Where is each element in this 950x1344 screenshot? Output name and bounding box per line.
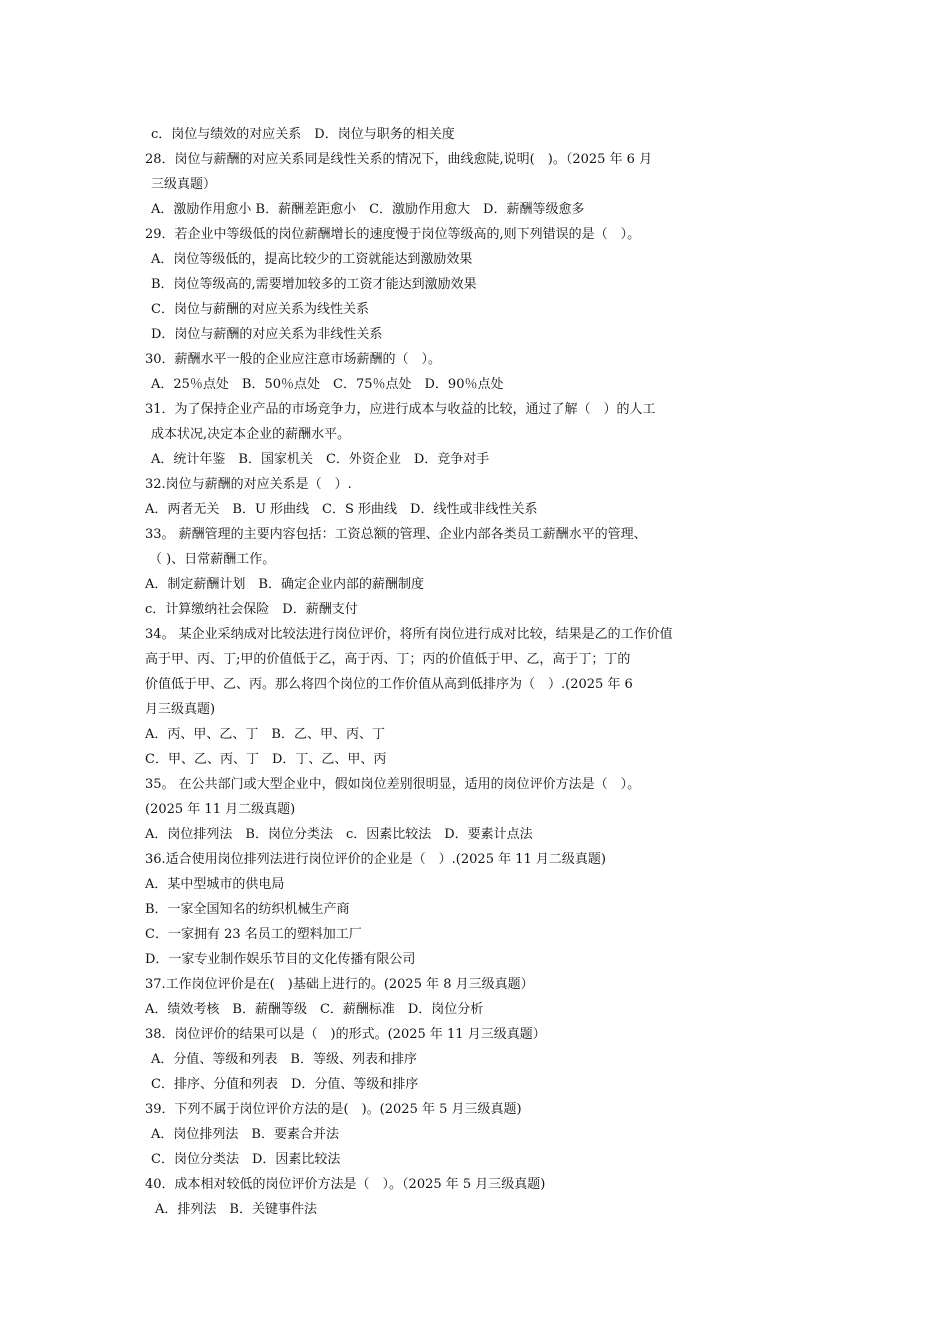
question-34: 34。 某企业采纳成对比较法进行岗位评价，将所有岗位进行成对比较，结果是乙的工作价值	[145, 627, 673, 642]
options-31: A．统计年鉴 B．国家机关 C．外资企业 D．竞争对手	[151, 452, 490, 467]
options-39-cd: C．岗位分类法 D．因素比较法	[151, 1152, 341, 1167]
options-32: A．两者无关 B．U 形曲线 C．S 形曲线 D．线性或非线性关系	[145, 502, 538, 517]
options-33-ab: A．制定薪酬计划 B．确定企业内部的薪酬制度	[145, 577, 424, 592]
options-38-cd: C．排序、分值和列表 D．分值、等级和排序	[151, 1077, 419, 1092]
text-line: 月三级真题)	[145, 702, 216, 717]
option-29-a: A．岗位等级低的，提高比较少的工资就能达到激励效果	[151, 252, 473, 267]
options-39-ab: A．岗位排列法 B．要素合并法	[151, 1127, 339, 1142]
option-36-c: C．一家拥有 23 名员工的塑料加工厂	[145, 927, 362, 942]
question-30: 30．薪酬水平一般的企业应注意市场薪酬的（ ）。	[145, 352, 442, 367]
option-29-c: C．岗位与薪酬的对应关系为线性关系	[151, 302, 369, 317]
question-38: 38．岗位评价的结果可以是（ )的形式。(2025 年 11 月三级真题）	[145, 1027, 546, 1042]
options-34-ab: A．丙、甲、乙、丁 B．乙、甲、丙、丁	[145, 727, 385, 742]
text-line: (2025 年 11 月二级真题)	[145, 802, 296, 817]
options-30: A．25％点处 B．50％点处 C．75％点处 D．90％点处	[151, 377, 504, 392]
question-29: 29．若企业中等级低的岗位薪酬增长的速度慢于岗位等级高的,则下列错误的是（ ）。	[145, 227, 641, 242]
question-36: 36.适合使用岗位排列法进行岗位评价的企业是（ ）.(2025 年 11 月二级真题)	[145, 852, 606, 867]
text-line: （ )、日常薪酬工作。	[149, 552, 276, 567]
question-40: 40．成本相对较低的岗位评价方法是（ ）。（2025 年 5 月三级真题)	[145, 1177, 546, 1192]
text-line: 三级真题）	[151, 177, 217, 192]
text-line: c．岗位与绩效的对应关系 D．岗位与职务的相关度	[151, 127, 455, 142]
options-40: A．排列法 B．关键事件法	[155, 1202, 317, 1217]
option-29-d: D．岗位与薪酬的对应关系为非线性关系	[151, 327, 383, 342]
option-29-b: B．岗位等级高的,需要增加较多的工资才能达到激励效果	[151, 277, 477, 292]
question-35: 35。 在公共部门或大型企业中，假如岗位差别很明显，适用的岗位评价方法是（ ）。	[145, 777, 641, 792]
options-38-ab: A．分值、等级和列表 B．等级、列表和排序	[151, 1052, 417, 1067]
question-37: 37.工作岗位评价是在( )基础上进行的。(2025 年 8 月三级真题）	[145, 977, 534, 992]
question-31: 31．为了保持企业产品的市场竞争力，应进行成本与收益的比较，通过了解（ ）的人工	[145, 402, 656, 417]
options-37: A．绩效考核 B．薪酬等级 C．薪酬标准 D．岗位分析	[145, 1002, 484, 1017]
text-line: 价值低于甲、乙、丙。那么将四个岗位的工作价值从高到低排序为（ ）.(2025 年 6	[145, 677, 633, 692]
options-28: A．激励作用愈小 B．薪酬差距愈小 C．激励作用愈大 D．薪酬等级愈多	[151, 202, 585, 217]
text-line: 高于甲、丙、丁;甲的价值低于乙，高于丙、丁；丙的价值低于甲、乙，高于丁；丁的	[145, 652, 631, 667]
question-28: 28．岗位与薪酬的对应关系同是线性关系的情况下，曲线愈陡,说明( )。（2025 年 6 月	[145, 152, 653, 167]
options-33-cd: c．计算缴纳社会保险 D．薪酬支付	[145, 602, 358, 617]
option-36-d: D．一家专业制作娱乐节目的文化传播有限公司	[145, 952, 416, 967]
question-33: 33。 薪酬管理的主要内容包括：工资总额的管理、企业内部各类员工薪酬水平的管理、	[145, 527, 647, 542]
options-35: A．岗位排列法 B．岗位分类法 c．因素比较法 D．要素计点法	[145, 827, 533, 842]
question-39: 39．下列不属于岗位评价方法的是( )。(2025 年 5 月三级真题)	[145, 1102, 522, 1117]
question-32: 32.岗位与薪酬的对应关系是（ ）.	[145, 477, 352, 492]
option-36-a: A．某中型城市的供电局	[145, 877, 285, 892]
option-36-b: B．一家全国知名的纺织机械生产商	[145, 902, 350, 917]
options-34-cd: C．甲、乙、丙、丁 D．丁、乙、甲、丙	[145, 752, 387, 767]
text-line: 成本状况,决定本企业的薪酬水平。	[151, 427, 351, 442]
